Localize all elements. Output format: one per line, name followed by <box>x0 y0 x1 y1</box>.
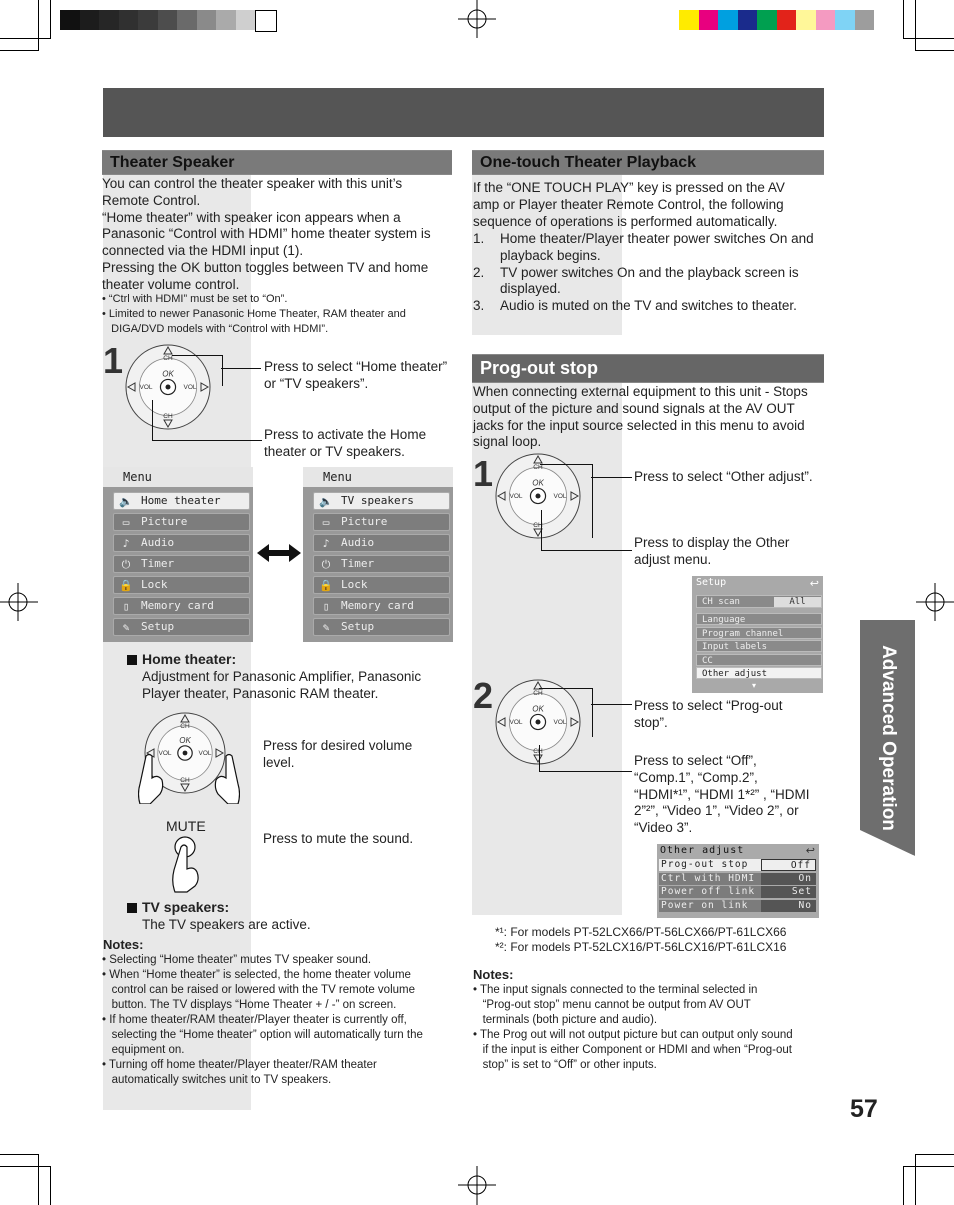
notes-heading: Notes: <box>473 967 514 982</box>
step-text: Audio is muted on the TV and switches to theater. <box>500 298 797 314</box>
menu-item[interactable] <box>113 597 250 615</box>
registration-mark-top <box>455 0 500 40</box>
home-theater-icon: 🔈 <box>119 495 133 508</box>
gray-swatch <box>119 10 139 30</box>
svg-text:VOL: VOL <box>183 384 197 391</box>
menu-item-label: Timer <box>341 557 375 570</box>
other-adjust-row[interactable] <box>659 859 816 871</box>
menu-item-label: Home theater <box>141 494 221 507</box>
text-line: amp or Player theater Remote Control, the following <box>473 196 784 212</box>
registration-mark-right <box>914 580 954 625</box>
gray-swatch <box>216 10 236 30</box>
gray-swatch <box>80 10 100 30</box>
row-value: No <box>761 900 816 912</box>
text-line: Press to select “Off”, <box>634 753 757 768</box>
page-banner <box>103 88 824 137</box>
text-line: sequence of operations is performed automatically. <box>473 213 778 229</box>
bullet-square-icon <box>127 903 137 913</box>
note-line: • When “Home theater” is selected, the home theater volume <box>102 969 411 981</box>
text-line: Press to select “Prog-out <box>634 698 783 713</box>
setup-menu-item[interactable]: CC <box>696 654 822 666</box>
color-swatch <box>796 10 816 30</box>
audio-icon: ♪ <box>322 537 330 550</box>
svg-text:VOL: VOL <box>139 384 153 391</box>
svg-text:CH: CH <box>533 464 543 471</box>
svg-text:CH: CH <box>180 777 190 784</box>
text-line: or “TV speakers”. <box>264 375 369 391</box>
row-value: Set <box>761 886 816 898</box>
note-line: terminals (both picture and audio). <box>473 1014 658 1026</box>
svg-text:VOL: VOL <box>158 750 172 757</box>
text-line: Press to select “Home theater” <box>264 359 448 374</box>
timer-icon: ⏻ <box>321 558 331 571</box>
svg-text:CH: CH <box>533 522 543 529</box>
other-adjust-row[interactable] <box>659 900 816 912</box>
step1-label-select: Press to select “Other adjust”. <box>634 469 813 484</box>
row-label: Prog-out stop <box>659 859 761 871</box>
menu-item[interactable] <box>313 513 450 531</box>
one-touch-intro <box>473 180 825 230</box>
row-value: On <box>761 873 816 885</box>
color-swatch <box>699 10 719 30</box>
leader-line <box>539 745 632 772</box>
text-line: Press for desired volume <box>263 738 413 753</box>
svg-text:CH: CH <box>180 723 190 730</box>
text-line: Player theater, Panasonic RAM theater. <box>142 685 379 701</box>
menu-item[interactable] <box>113 513 250 531</box>
menu-item-label: Picture <box>141 515 188 528</box>
text-line: Press to activate the Home <box>264 427 427 442</box>
menu-item-label: Memory card <box>141 599 214 612</box>
svg-text:VOL: VOL <box>553 719 567 726</box>
setup-menu: Setup ↩ CH scan All Language Program channel Input labels CC Other adjust ▾ <box>692 576 823 693</box>
registration-mark-left <box>0 580 40 625</box>
text-line: Remote Control. <box>102 192 201 208</box>
step-number: 1 <box>103 340 124 381</box>
prog-out-stop-heading: Prog-out stop <box>472 354 824 383</box>
menu-item-label: Audio <box>141 536 175 549</box>
menu-item-label: Lock <box>141 578 168 591</box>
menu-item[interactable] <box>313 492 450 510</box>
setup-menu-item[interactable]: Other adjust <box>696 667 822 679</box>
menu-item-label: Setup <box>341 620 375 633</box>
color-swatch <box>777 10 797 30</box>
theater-speaker-intro <box>102 176 452 294</box>
text-line: Pressing the OK button toggles between TV and home <box>102 259 429 275</box>
row-label: Power on link <box>659 900 761 912</box>
footnotes <box>495 925 835 955</box>
color-swatch <box>816 10 836 30</box>
other-adjust-row[interactable] <box>659 886 816 898</box>
note-line: equipment on. <box>102 1044 185 1056</box>
text-line: level. <box>263 754 295 770</box>
svg-text:CH: CH <box>163 355 173 362</box>
setup-menu-item[interactable]: Program channel <box>696 627 822 639</box>
text-line: Press to display the Other <box>634 535 790 550</box>
notes-heading: Notes: <box>103 937 144 952</box>
return-icon: ↩ <box>805 845 815 857</box>
text-line: Adjustment for Panasonic Amplifier, Panasonic <box>142 669 422 684</box>
text-line: output of the picture and sound signals at the AV OUT <box>473 400 795 416</box>
svg-text:OK: OK <box>162 369 174 379</box>
memory-card-icon: ▯ <box>122 600 130 613</box>
menu-item-label: Timer <box>141 557 175 570</box>
text-line: Panasonic “Control with HDMI” home theater system is <box>102 226 431 242</box>
registration-mark-bottom <box>455 1165 500 1205</box>
other-adjust-menu: Other adjust ↩ Prog-out stop Off Ctrl with HDMI On Power off link Set Power on link No <box>657 844 819 918</box>
color-swatch <box>738 10 758 30</box>
gray-swatch <box>255 10 277 32</box>
menu-item-label: Picture <box>341 515 388 528</box>
picture-icon: ▭ <box>322 516 330 529</box>
svg-text:VOL: VOL <box>198 750 212 757</box>
footnote-line: *²: For models PT-52LCX16/PT-56LCX16/PT-61LCX16 <box>495 940 787 954</box>
menu-item[interactable] <box>113 555 250 573</box>
text-line: adjust menu. <box>634 551 712 567</box>
menu-item-label: Audio <box>341 536 375 549</box>
setup-menu-item[interactable]: Input labels <box>696 640 822 652</box>
color-swatch <box>718 10 738 30</box>
lock-icon: 🔒 <box>119 579 133 592</box>
menu-item[interactable] <box>313 555 450 573</box>
step-text: Home theater/Player theater power switches On and playback begins. <box>500 231 814 263</box>
step1-label-activate <box>264 427 464 461</box>
bullet-line: DIGA/DVD models with “Control with HDMI”. <box>102 323 329 335</box>
menu-item[interactable] <box>313 534 450 552</box>
text-line: You can control the theater speaker with this unit’s <box>102 176 403 191</box>
ch-scan-row: CH scan All <box>696 595 822 608</box>
gray-swatch <box>60 10 80 30</box>
notes-list <box>473 983 833 1073</box>
note-line: button. The TV displays “Home Theater + / -” on screen. <box>102 999 397 1011</box>
leader-line <box>539 688 593 737</box>
menu-item[interactable] <box>113 576 250 594</box>
svg-text:OK: OK <box>532 704 544 714</box>
theater-speaker-bullets <box>102 292 454 337</box>
note-line: control can be raised or lowered with the TV remote volume <box>102 984 415 996</box>
svg-text:CH: CH <box>163 413 173 420</box>
step-text: TV power switches On and the playback screen is displayed. <box>500 264 799 297</box>
leader-line <box>221 368 261 369</box>
note-line: “Prog-out stop” menu cannot be output from AV OUT <box>473 999 751 1011</box>
menu-item[interactable] <box>113 492 250 510</box>
svg-text:OK: OK <box>532 478 544 488</box>
menu-item-label: Lock <box>341 578 368 591</box>
footnote-line: *¹: For models PT-52LCX66/PT-56LCX66/PT-61LCX66 <box>495 925 787 939</box>
text-line: If the “ONE TOUCH PLAY” key is pressed on the AV <box>473 180 785 195</box>
note-line: selecting the “Home theater” option will automatically turn the <box>102 1029 423 1041</box>
text-line: “HDMI*¹”, “HDMI 1*²” , “HDMI <box>634 786 810 802</box>
lock-icon: 🔒 <box>319 579 333 592</box>
row-label: Ctrl with HDMI <box>659 873 761 885</box>
menu-item[interactable] <box>113 534 250 552</box>
theater-speaker-heading: Theater Speaker <box>102 150 452 175</box>
text-line: “Comp.1”, “Comp.2”, <box>634 769 758 785</box>
return-icon: ↩ <box>809 578 819 590</box>
home-theater-text <box>142 669 452 703</box>
tv-speakers-text: The TV speakers are active. <box>142 917 311 932</box>
svg-text:VOL: VOL <box>509 719 523 726</box>
step1-label-select <box>264 359 464 393</box>
gray-swatch <box>177 10 197 30</box>
text-line: When connecting external equipment to this unit - Stops <box>473 384 808 399</box>
color-swatch <box>757 10 777 30</box>
note-line: • Selecting “Home theater” mutes TV speaker sound. <box>102 954 372 966</box>
text-line: stop”. <box>634 714 668 730</box>
mute-text: Press to mute the sound. <box>263 831 414 846</box>
menu-item[interactable] <box>313 618 450 636</box>
one-touch-heading: One-touch Theater Playback <box>472 150 824 175</box>
menu-item-label: TV speakers <box>341 494 414 507</box>
text-line: 2”²”, “Video 1”, “Video 2”, or <box>634 803 799 819</box>
svg-text:CH: CH <box>533 690 543 697</box>
setup-menu-item[interactable]: Language <box>696 613 822 625</box>
scroll-down-icon: ▾ <box>752 681 757 690</box>
bullet-line: • Limited to newer Panasonic Home Theater, RAM theater and <box>102 308 406 320</box>
home-theater-heading: Home theater: <box>142 651 237 667</box>
timer-icon: ⏻ <box>121 558 131 571</box>
page-number: 57 <box>850 1095 878 1123</box>
picture-icon: ▭ <box>122 516 130 529</box>
color-swatch <box>855 10 875 30</box>
gray-swatch <box>99 10 119 30</box>
setup-icon: ✎ <box>122 621 130 634</box>
color-swatch <box>679 10 699 30</box>
bullet-line: • “Ctrl with HDMI” must be set to “On”. <box>102 293 288 305</box>
pressing-hands-icon <box>138 752 240 804</box>
gray-swatch <box>158 10 178 30</box>
leader-line <box>152 400 262 441</box>
setup-icon: ✎ <box>322 621 330 634</box>
step-number: 2 <box>473 675 494 716</box>
gray-swatch <box>236 10 256 30</box>
gray-swatch <box>138 10 158 30</box>
menu-item[interactable] <box>313 576 450 594</box>
note-line: • The Prog out will not output picture but can output only sound <box>473 1029 793 1041</box>
gray-swatch <box>197 10 217 30</box>
step2-label-select <box>634 698 824 732</box>
step-index: 2. <box>473 264 485 280</box>
menu-home-theater: Menu 🔈 Home theater ▭ Picture ♪ Audio ⏻ Timer 🔒 Lock ▯ Memory card ✎ Setup <box>103 467 253 642</box>
note-line: • The input signals connected to the terminal selected in <box>473 984 758 996</box>
step2-label-options <box>634 753 824 837</box>
note-line: stop” is set to “Off” or other inputs. <box>473 1059 657 1071</box>
mute-label: MUTE <box>166 818 206 834</box>
leader-line <box>591 477 632 478</box>
menu-tv-speakers: Menu 🔈 TV speakers ▭ Picture ♪ Audio ⏻ Timer 🔒 Lock ▯ Memory card ✎ Setup <box>303 467 453 642</box>
menu-item-label: Memory card <box>341 599 414 612</box>
text-line: “Video 3”. <box>634 820 693 836</box>
step-index: 3. <box>473 298 485 314</box>
step-index: 1. <box>473 231 485 246</box>
svg-text:VOL: VOL <box>509 493 523 500</box>
step-number: 1 <box>473 453 494 494</box>
text-line: jacks for the input source selected in this menu to avoid <box>473 417 805 433</box>
leader-line <box>172 355 223 386</box>
note-line: if the input is either Component or HDMI and when “Prog-out <box>473 1044 792 1056</box>
note-line: automatically switches unit to TV speakers. <box>102 1074 332 1086</box>
note-line: • Turning off home theater/Player theater/RAM theater <box>102 1059 377 1071</box>
memory-card-icon: ▯ <box>322 600 330 613</box>
leader-line <box>541 510 632 551</box>
svg-text:CH: CH <box>533 748 543 755</box>
text-line: connected via the HDMI input (1). <box>102 243 304 259</box>
bullet-square-icon <box>127 655 137 665</box>
text-line: theater or TV speakers. <box>264 443 405 459</box>
leader-line <box>591 704 632 705</box>
color-swatch <box>835 10 855 30</box>
svg-text:VOL: VOL <box>553 493 567 500</box>
audio-icon: ♪ <box>122 537 130 550</box>
side-tab-label: Advanced Operation <box>877 644 899 831</box>
notes-list <box>102 953 462 1088</box>
menu-item-label: Setup <box>141 620 175 633</box>
tv-speakers-heading: TV speakers: <box>142 899 230 915</box>
svg-text:OK: OK <box>179 736 191 745</box>
step1-label-display <box>634 535 834 569</box>
menu-item[interactable] <box>113 618 250 636</box>
tv-speakers-icon: 🔈 <box>319 495 333 508</box>
menu-item[interactable] <box>313 597 450 615</box>
volume-label <box>263 738 453 772</box>
text-line: “Home theater” with speaker icon appears when a <box>102 209 401 225</box>
note-line: • If home theater/RAM theater/Player theater is currently off, <box>102 1014 407 1026</box>
row-label: Power off link <box>659 886 761 898</box>
toggle-arrows-icon <box>257 543 301 563</box>
other-adjust-row[interactable] <box>659 873 816 885</box>
row-value: Off <box>761 859 816 871</box>
text-line: theater volume control. <box>102 276 240 292</box>
mute-button-hand-icon[interactable] <box>168 835 208 893</box>
text-line: signal loop. <box>473 434 542 450</box>
